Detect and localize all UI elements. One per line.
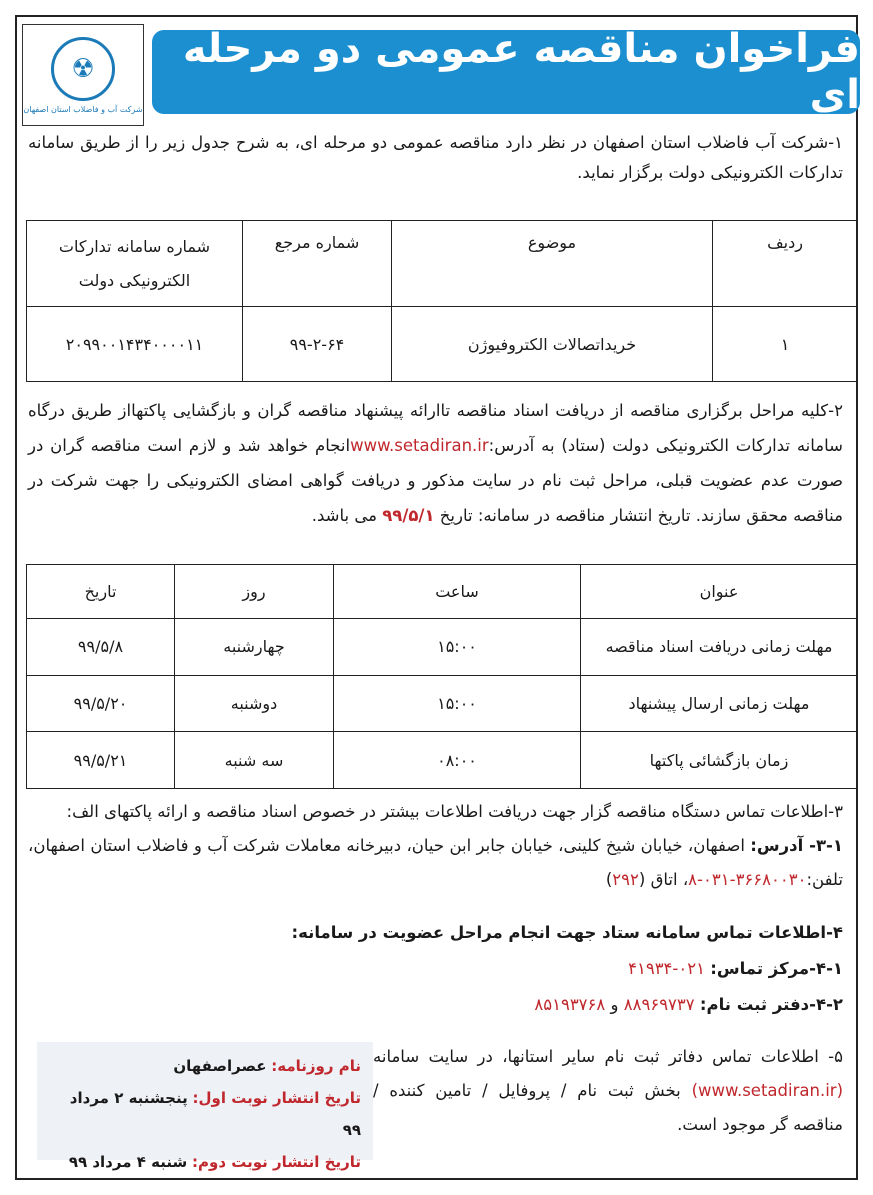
table2-cell-title: زمان بازگشائی پاکتها (581, 732, 858, 789)
table1-header-row-number: ردیف (713, 221, 858, 307)
contact-label: ۴-۱-مرکز تماس: (710, 959, 843, 978)
newspaper-name: عصراصفهان (173, 1057, 267, 1075)
section-4-heading: ۴-اطلاعات تماس سامانه ستاد جهت انجام مراحل عضویت در سامانه: (291, 923, 843, 942)
table2-cell-time: ۱۵:۰۰ (334, 619, 581, 676)
table1-header-subject: موضوع (392, 221, 713, 307)
section-4 (28, 915, 843, 1023)
handshake-water-logo-icon: ☢ (51, 37, 115, 101)
setad-url-link[interactable]: www.setadiran.ir (350, 436, 489, 455)
table2-header-day: روز (175, 565, 334, 619)
register-number-2: ۸۵۱۹۳۷۶۸ (534, 995, 606, 1014)
contact-number: ۰۲۱-۴۱۹۳۴ (628, 959, 705, 978)
first-publish-date: پنجشنبه ۲ مرداد ۹۹ (69, 1089, 361, 1139)
section-5-text-b: بخش ثبت نام / پروفایل / تامین کننده / مناقصه گر موجود است. (373, 1081, 843, 1134)
tender-table (26, 220, 858, 382)
section-1-text: ۱-شرکت آب فاضلاب استان اصفهان در نظر دارد مناقصه عمومی دو مرحله ای، به شرح جدول زیر را از طریق سامانه تدارکات الکترونیکی دولت برگزار نماید. (28, 133, 843, 182)
company-logo (22, 24, 144, 126)
table1-cell-system-number: ۲۰۹۹۰۰۱۴۳۴۰۰۰۰۱۱ (27, 307, 243, 382)
table2-header-time: ساعت (334, 565, 581, 619)
table1-cell-subject: خریداتصالات الکتروفیوژن (392, 307, 713, 382)
table2-cell-day: سه شنبه (175, 732, 334, 789)
section-2-text-a: ۲-کلیه مراحل برگزاری مناقصه از دریافت اسناد مناقصه تاارائه پیشنهاد مناقصه گران و بازگشایی پاکتهااز طریق درگاه سامانه تدارکات الکترونیکی دولت (ستاد) به آدرس: (28, 401, 843, 455)
table2-cell-title: مهلت زمانی ارسال پیشنهاد (581, 675, 858, 732)
address-label: ۳-۱- آدرس: (750, 836, 843, 855)
schedule-table (26, 564, 858, 789)
register-label: ۴-۲-دفتر ثبت نام: (699, 995, 843, 1014)
page-title: فراخوان مناقصه عمومی دو مرحله ای (182, 26, 860, 118)
room-text: ، اتاق ( (638, 870, 689, 889)
section-2 (28, 393, 843, 533)
section-5 (373, 1040, 843, 1142)
table2-header-date: تاریخ (27, 565, 175, 619)
section-3-text: ۳-اطلاعات تماس دستگاه مناقصه گزار جهت دریافت اطلاعات بیشتر در خصوص اسناد مناقصه و ارائه پاکتهای الف: (66, 802, 843, 821)
second-publish-date: شنبه ۴ مرداد ۹۹ (68, 1153, 188, 1171)
title-banner (152, 26, 860, 118)
register-number-1: ۸۸۹۶۹۷۳۷ (623, 995, 695, 1014)
setad-url-link-2[interactable]: (www.setadiran.ir) (691, 1081, 844, 1100)
section-2-text-c: می باشد. (311, 506, 377, 525)
register-and: و (610, 995, 619, 1014)
table1-header-reference: شماره مرجع (243, 221, 392, 307)
second-publish-label: تاریخ انتشار نوبت دوم: (192, 1153, 361, 1171)
phone-number: ۳۶۶۸۰۰۳۰-۰۳۱-۸ (688, 870, 807, 889)
address-text: اصفهان، خیابان شیخ کلینی، خیابان جابر ابن حیان، دبیرخانه معاملات شرکت آب و فاضلاب استان اصفهان، تلفن: (28, 836, 843, 889)
table1-cell-row-number: ۱ (713, 307, 858, 382)
table2-cell-time: ۰۸:۰۰ (334, 732, 581, 789)
table1-cell-reference: ۹۹-۲-۶۴ (243, 307, 392, 382)
table2-cell-day: دوشنبه (175, 675, 334, 732)
table2-cell-time: ۱۵:۰۰ (334, 675, 581, 732)
section-5-text-a: ۵- اطلاعات تماس دفاتر ثبت نام سایر استانها، در سایت سامانه (373, 1047, 843, 1066)
newspaper-label: نام روزنامه: (271, 1057, 361, 1075)
first-publish-label: تاریخ انتشار نوبت اول: (192, 1089, 361, 1107)
table1-header-system-number: شماره سامانه تدارکات الکترونیکی دولت (27, 221, 243, 307)
section-2-text-b: انجام خواهد شد و لازم است مناقصه گران در صورت عدم عضویت قبلی، مراحل ثبت نام در سایت مذکور و دریافت گواهی امضای الکترونیکی را جهت شرکت در مناقصه محقق سازند. تاریخ انتشار مناقصه در سامانه: تاریخ (28, 436, 843, 525)
table2-cell-day: چهارشنبه (175, 619, 334, 676)
table2-cell-date: ۹۹/۵/۸ (27, 619, 175, 676)
room-close: ) (605, 870, 613, 889)
room-number: ۲۹۲ (612, 870, 639, 889)
section-3 (28, 795, 843, 897)
header (22, 22, 860, 126)
publish-date: ۹۹/۵/۱ (382, 506, 435, 525)
table2-cell-date: ۹۹/۵/۲۰ (27, 675, 175, 732)
table2-cell-date: ۹۹/۵/۲۱ (27, 732, 175, 789)
logo-caption: شرکت آب و فاضلاب استان اصفهان (23, 104, 143, 114)
table-row (27, 307, 858, 382)
table2-header-title: عنوان (581, 565, 858, 619)
table-row (27, 675, 858, 732)
table2-cell-title: مهلت زمانی دریافت اسناد مناقصه (581, 619, 858, 676)
table-row (27, 732, 858, 789)
publication-box (37, 1042, 373, 1171)
table-row (27, 619, 858, 676)
section-1 (28, 128, 843, 188)
